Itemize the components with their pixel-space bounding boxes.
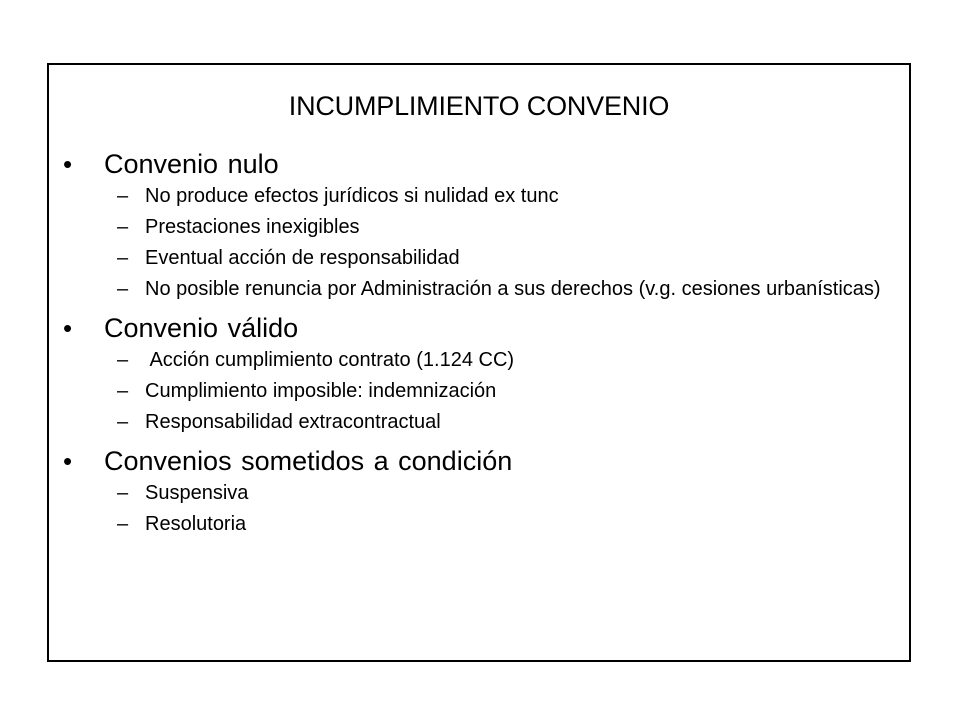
bullet-item-convenios-condicion <box>49 442 909 535</box>
bullet-label: Convenios sometidos a condición <box>104 446 513 476</box>
bullet-dot-icon: • <box>63 313 73 343</box>
sub-item-label: Cumplimiento imposible: indemnización <box>145 380 497 402</box>
sub-item <box>49 278 909 300</box>
sub-item-label: Prestaciones inexigibles <box>145 216 360 238</box>
sub-list <box>49 185 909 300</box>
bullet-label: Convenio nulo <box>104 149 279 179</box>
sub-item-label: Eventual acción de responsabilidad <box>145 247 460 269</box>
dash-icon: – <box>117 513 129 535</box>
sub-item-label: Responsabilidad extracontractual <box>145 411 441 433</box>
sub-item <box>49 185 909 207</box>
bullet-label: Convenio válido <box>104 313 299 343</box>
sub-item <box>49 380 909 402</box>
bullet-item-convenio-valido <box>49 309 909 433</box>
sub-item <box>49 411 909 433</box>
sub-item-label: Resolutoria <box>145 513 247 535</box>
sub-item <box>49 247 909 269</box>
dash-icon: – <box>117 247 129 269</box>
dash-icon: – <box>117 380 129 402</box>
sub-item <box>49 349 909 371</box>
dash-icon: – <box>117 185 129 207</box>
slide-title: INCUMPLIMIENTO CONVENIO <box>288 91 670 121</box>
dash-icon: – <box>117 411 129 433</box>
slide-frame <box>47 63 911 662</box>
dash-icon: – <box>117 482 129 504</box>
sub-list <box>49 349 909 433</box>
bullet-list <box>49 145 909 544</box>
sub-item-label: No produce efectos jurídicos si nulidad ex tunc <box>145 185 559 207</box>
sub-item <box>49 482 909 504</box>
dash-icon: – <box>117 216 129 238</box>
sub-item-label: Acción cumplimiento contrato (1.124 CC) <box>145 349 515 371</box>
bullet-dot-icon: • <box>63 149 73 179</box>
sub-list <box>49 482 909 535</box>
sub-item-label: No posible renuncia por Administración a sus derechos (v.g. cesiones urbanísticas) <box>145 278 881 300</box>
dash-icon: – <box>117 278 129 300</box>
bullet-dot-icon: • <box>63 446 73 476</box>
sub-item <box>49 216 909 238</box>
dash-icon: – <box>117 349 129 371</box>
bullet-item-convenio-nulo <box>49 145 909 300</box>
sub-item <box>49 513 909 535</box>
sub-item-label: Suspensiva <box>145 482 249 504</box>
